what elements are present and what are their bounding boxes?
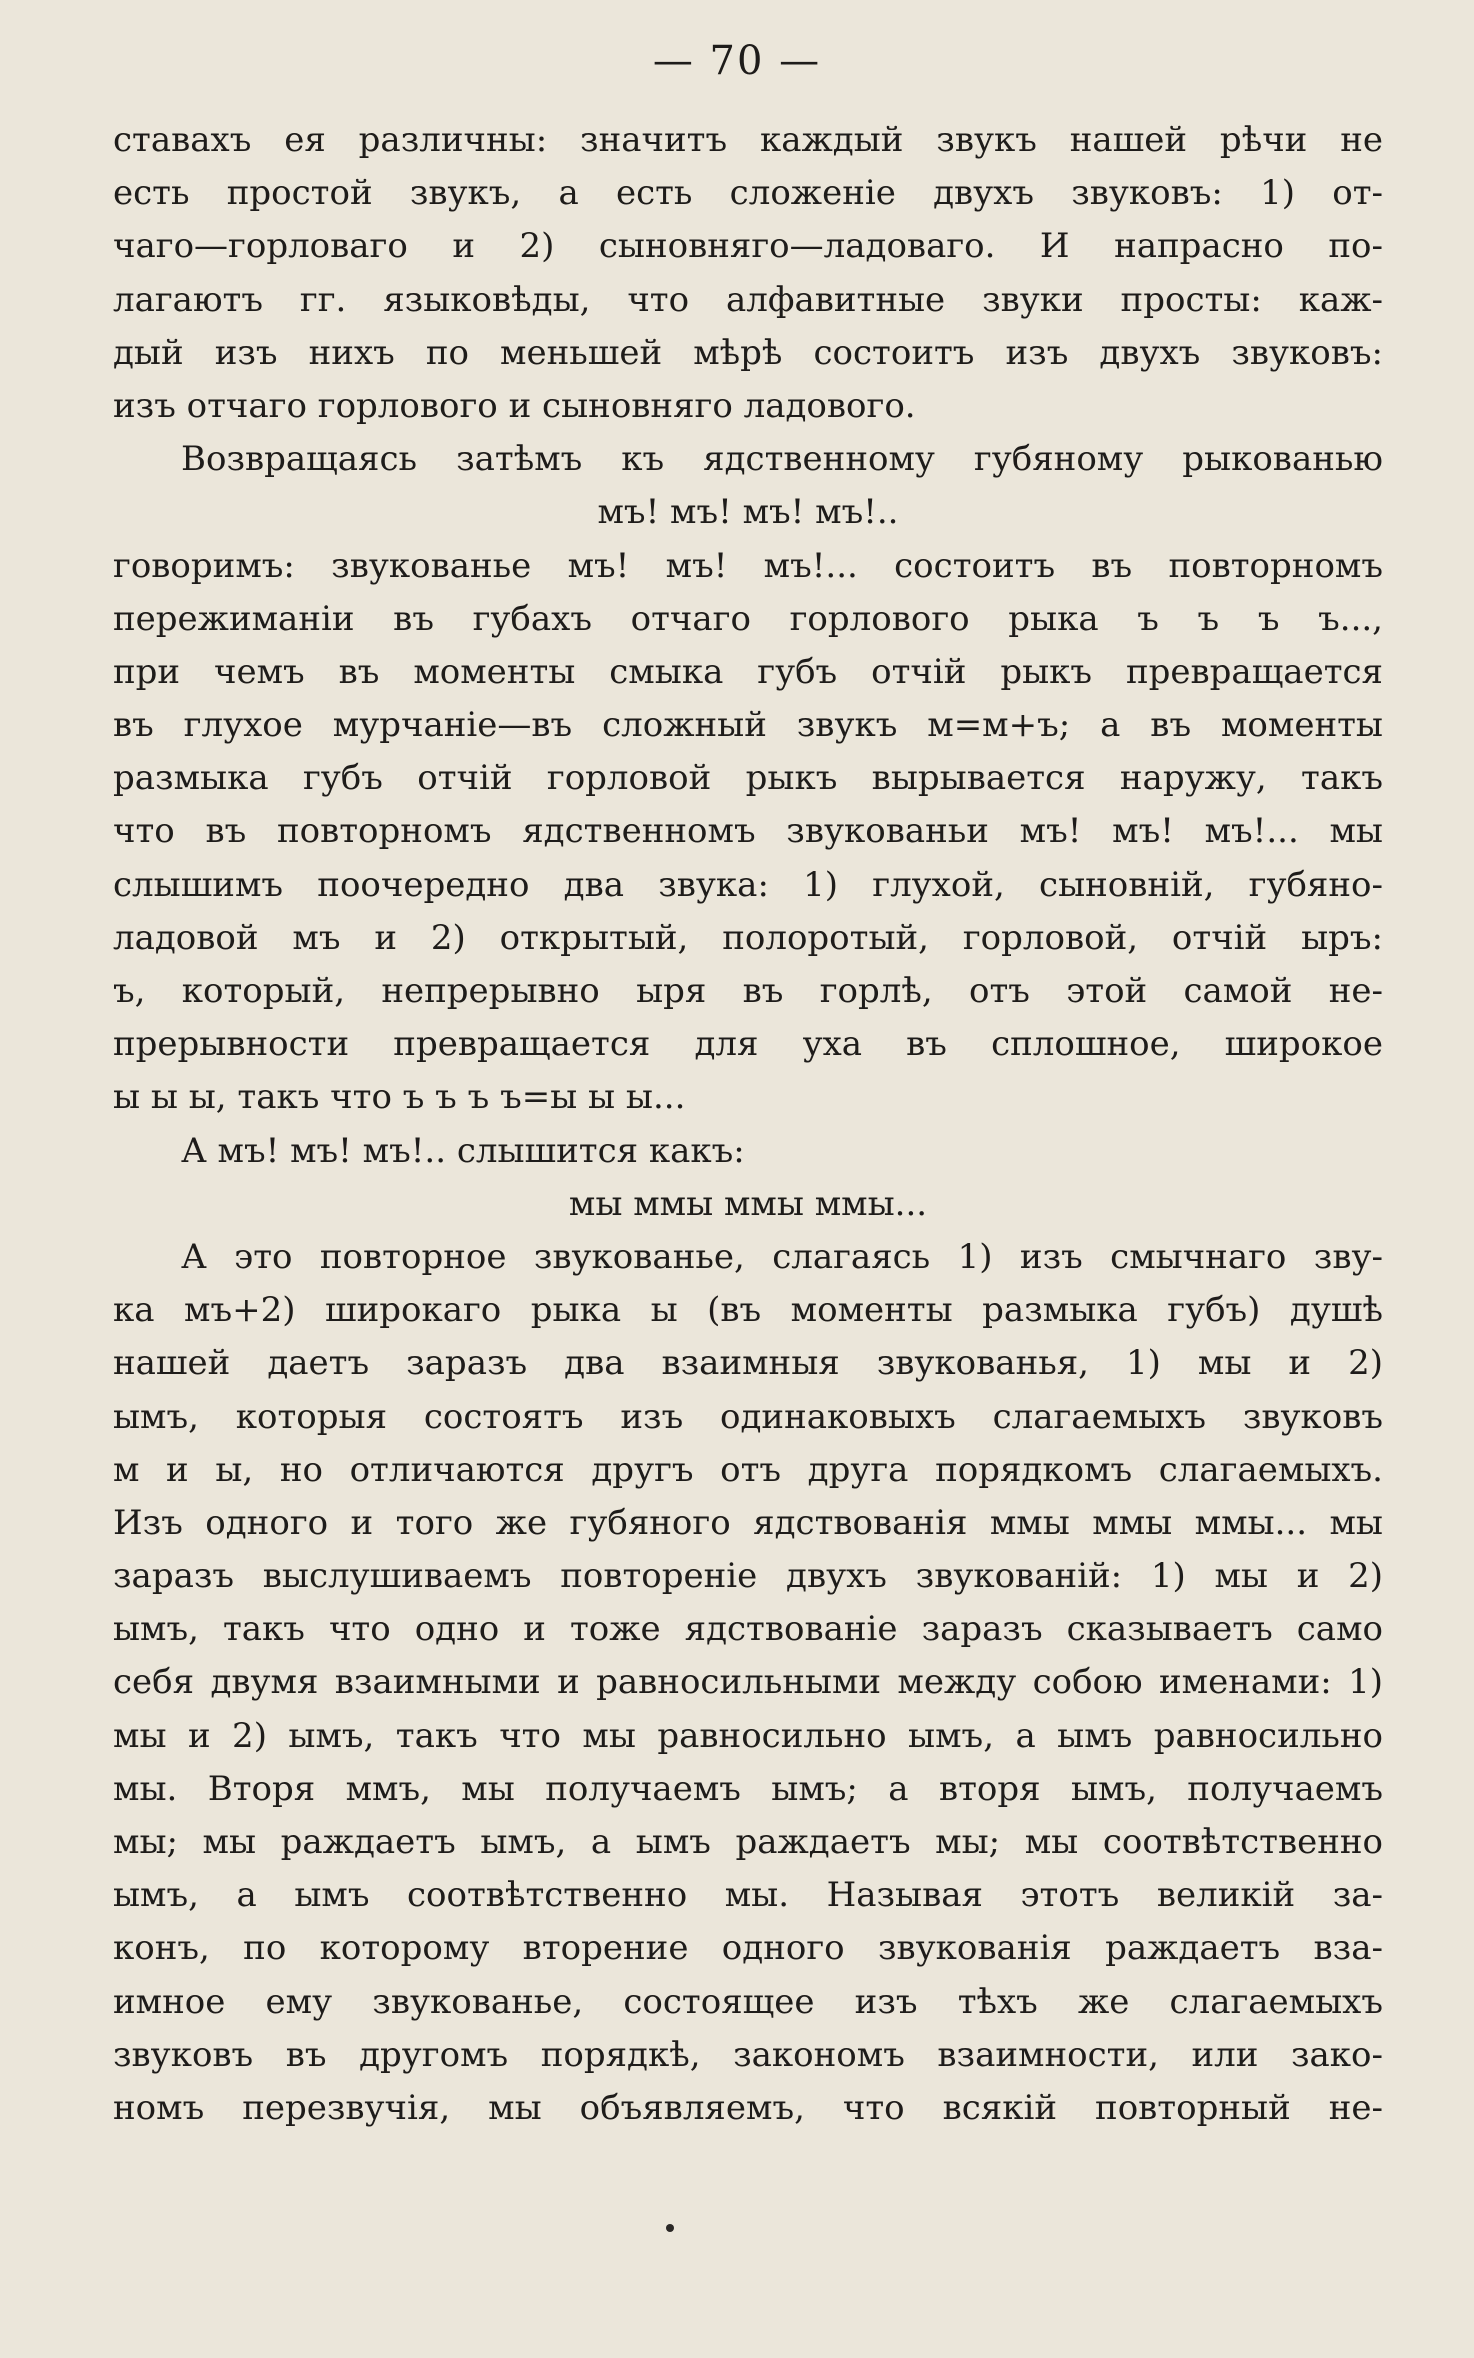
text-line: изъ отчаго горлового и сыновняго ладового. bbox=[113, 385, 916, 426]
body-text bbox=[113, 114, 1383, 2135]
text-line: ставахъ ея различны: значитъ каждый звукъ нашей рѣчи не bbox=[113, 120, 1383, 160]
text-line: ладовой мъ и 2) открытый, полоротый, горловой, отчій ыръ: bbox=[113, 917, 1383, 958]
text-line: ымъ, такъ что одно и тоже ядствованіе заразъ сказываетъ само bbox=[113, 1609, 1383, 1650]
text-line: А мъ! мъ! мъ!.. слышится какъ: bbox=[181, 1130, 745, 1171]
text-line: лагаютъ гг. языковѣды, что алфавитные звуки просты: каж- bbox=[113, 279, 1383, 320]
text-line: мы. Вторя ммъ, мы получаемъ ымъ; а вторя ымъ, получаемъ bbox=[113, 1768, 1383, 1809]
text-line: дый изъ нихъ по меньшей мѣрѣ состоитъ изъ двухъ звуковъ: bbox=[113, 332, 1383, 373]
text-line: ка мъ+2) широкаго рыка ы (въ моменты размыка губъ) душѣ bbox=[113, 1290, 1383, 1331]
text-line: слышимъ поочередно два звука: 1) глухой, сыновній, губяно- bbox=[113, 864, 1383, 905]
text-line: м и ы, но отличаются другъ отъ друга порядкомъ слагаемыхъ. bbox=[113, 1449, 1383, 1490]
text-line: звуковъ въ другомъ порядкѣ, закономъ взаимности, или зако- bbox=[113, 2034, 1383, 2075]
text-line: ъ, который, непрерывно ыря въ горлѣ, отъ этой самой не- bbox=[113, 971, 1383, 1011]
page-number: — 70 — bbox=[652, 38, 822, 84]
printer-dot-mark bbox=[666, 2224, 674, 2232]
text-line: чаго—горловаго и 2) сыновняго—ладоваго. И напрасно по- bbox=[113, 226, 1383, 267]
text-line: при чемъ въ моменты смыка губъ отчій рыкъ превращается bbox=[113, 651, 1383, 692]
text-line: себя двумя взаимными и равносильными между собою именами: 1) bbox=[113, 1662, 1383, 1703]
text-line: ымъ, которыя состоятъ изъ одинаковыхъ слагаемыхъ звуковъ bbox=[113, 1396, 1383, 1437]
text-line: конъ, по которому вторение одного звукованія раждаетъ вза- bbox=[113, 1928, 1383, 1969]
text-line: прерывности превращается для уха въ сплошное, широкое bbox=[113, 1024, 1383, 1065]
text-line: говоримъ: звукованье мъ! мъ! мъ!... состоитъ въ повторномъ bbox=[113, 545, 1383, 586]
text-line: имное ему звукованье, состоящее изъ тѣхъ же слагаемыхъ bbox=[113, 1981, 1383, 2022]
text-line: нашей даетъ заразъ два взаимныя звукованья, 1) мы и 2) bbox=[113, 1343, 1383, 1384]
text-line: Возвращаясь затѣмъ къ ядственному губяному рыкованью bbox=[181, 439, 1383, 480]
text-line: мы; мы раждаетъ ымъ, а ымъ раждаетъ мы; мы соотвѣтственно bbox=[113, 1822, 1383, 1862]
text-line: Изъ одного и того же губяного ядствованія ммы ммы ммы... мы bbox=[113, 1502, 1383, 1543]
text-line: номъ перезвучія, мы объявляемъ, что всякій повторный не- bbox=[113, 2087, 1383, 2128]
text-line: есть простой звукъ, а есть сложеніе двухъ звуковъ: 1) от- bbox=[113, 173, 1383, 214]
text-line: размыка губъ отчій горловой рыкъ вырывается наружу, такъ bbox=[113, 758, 1383, 799]
text-line: заразъ выслушиваемъ повтореніе двухъ звукованій: 1) мы и 2) bbox=[113, 1556, 1383, 1597]
text-line: А это повторное звукованье, слагаясь 1) изъ смычнаго зву- bbox=[181, 1236, 1383, 1277]
text-line: въ глухое мурчаніе—въ сложный звукъ м=м+ъ; а въ моменты bbox=[113, 705, 1383, 746]
text-line: ымъ, а ымъ соотвѣтственно мы. Называя этотъ великій за- bbox=[113, 1875, 1383, 1916]
text-line: мы и 2) ымъ, такъ что мы равносильно ымъ, а ымъ равносильно bbox=[113, 1715, 1383, 1756]
text-line: мъ! мъ! мъ! мъ!.. bbox=[597, 492, 899, 533]
text-line: что въ повторномъ ядственномъ звукованьи мъ! мъ! мъ!... мы bbox=[113, 811, 1383, 852]
text-line: пережиманіи въ губахъ отчаго горлового рыка ъ ъ ъ ъ..., bbox=[113, 598, 1383, 639]
text-line: ы ы ы, такъ что ъ ъ ъ ъ=ы ы ы... bbox=[113, 1077, 686, 1118]
text-line: мы ммы ммы ммы... bbox=[568, 1183, 928, 1224]
